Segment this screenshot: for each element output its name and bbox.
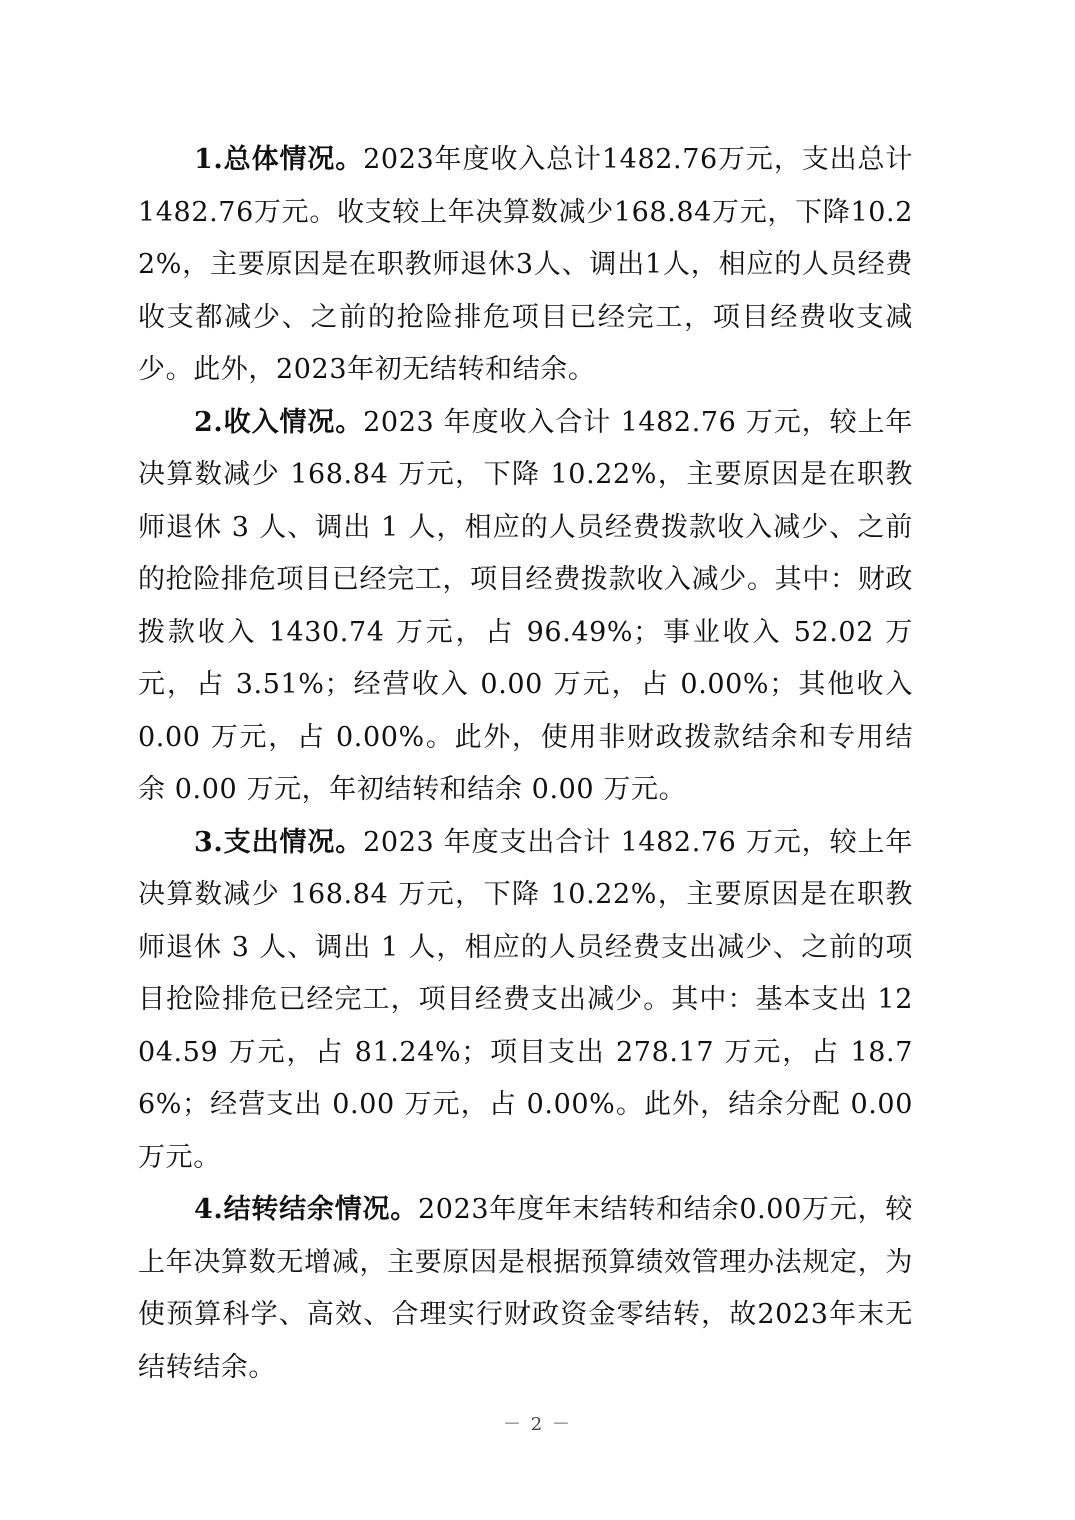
paragraph-heading: 2.收入情况。 — [194, 406, 364, 438]
paragraph-text: 2023年度年末结转和结余0.00万元，较上年决算数无增减，主要原因是根据预算绩效管理办法规定，为使预算科学、高效、合理实行财政资金零结转，故2023年末无结转结余。 — [138, 1194, 913, 1383]
paragraph-heading: 4.结转结余情况。 — [194, 1194, 419, 1225]
paragraph-expenditure — [138, 817, 913, 1185]
paragraph-text: 2023年度收入总计1482.76万元，支出总计1482.76万元。收支较上年决算数减少168.84万元，下降10.22%，主要原因是在职教师退休3人、调出1人，相应的人员经费收支都减少、之前的抢险排危项目已经完工，项目经费收支减少。此外，2023年初无结转和结余。 — [138, 144, 913, 385]
paragraph-carryover — [138, 1184, 913, 1394]
paragraph-heading: 1.总体情况。 — [194, 144, 364, 175]
paragraph-overall — [138, 134, 913, 397]
paragraph-heading: 3.支出情况。 — [194, 826, 364, 858]
paragraph-income — [138, 397, 913, 817]
page-number: － 2 － — [503, 1414, 572, 1435]
paragraph-text: 2023 年度收入合计 1482.76 万元，较上年决算数减少 168.84 万元，下降 10.22%，主要原因是在职教师退休 3 人、调出 1 人，相应的人员经费拨款收入减少、之前的抢险排危项目已经完工，项目经费拨款收入减少。其中：财政拨款收入 1430.74 万元，占 96.49%；事业收入 52.02 万元，占 3.51%；经营收入 0.00 万元，占 0.00%；其他收入 0.00 万元，占 0.00%。此外，使用非财政拨款结余和专用结余 0.00 万元，年初结转和结余 0.00 万元。 — [138, 406, 913, 805]
paragraph-text: 2023 年度支出合计 1482.76 万元，较上年决算数减少 168.84 万元，下降 10.22%，主要原因是在职教师退休 3 人、调出 1 人，相应的人员经费支出减少、之前的项目抢险排危已经完工，项目经费支出减少。其中：基本支出 1204.59 万元，占 81.24%；项目支出 278.17 万元，占 18.76%；经营支出 0.00 万元，占 0.00%。此外，结余分配 0.00 万元。 — [138, 826, 913, 1173]
